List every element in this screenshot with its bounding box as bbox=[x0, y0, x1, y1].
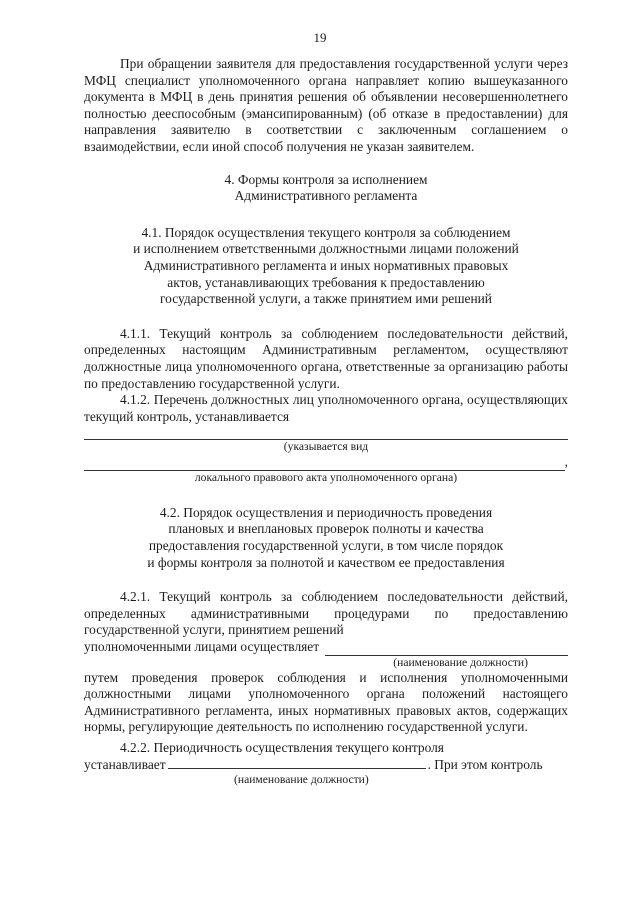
heading-line: 4.2. Порядок осуществления и периодичность проведения bbox=[159, 504, 493, 520]
fill-blank-row bbox=[84, 639, 568, 656]
paragraph-4-2-2-line bbox=[84, 757, 568, 774]
blank-tail: , bbox=[564, 454, 568, 470]
fill-blank-line bbox=[84, 458, 565, 471]
paragraph-4-2-2: 4.2.2. Периодичность осуществления текущего контроля bbox=[120, 740, 444, 755]
section-4-heading-line-1: 4. Формы контроля за исполнением bbox=[224, 171, 428, 187]
heading-line: Административного регламента и иных нормативных правовых bbox=[143, 257, 509, 273]
section-4-heading-line-2: Административного регламента bbox=[234, 188, 418, 204]
section-4-1-heading bbox=[84, 225, 568, 308]
fill-blank-line bbox=[84, 427, 568, 440]
page-number: 19 bbox=[313, 30, 327, 45]
heading-line: и формы контроля за полнотой и качеством ее предоставления bbox=[147, 554, 505, 570]
heading-line: актов, устанавливающих требования к предоставлению bbox=[167, 274, 485, 290]
heading-line: 4.1. Порядок осуществления текущего контроля за соблюдением bbox=[141, 224, 511, 240]
fill-blank-line bbox=[168, 757, 426, 769]
fill-blank-row bbox=[84, 454, 568, 471]
fill-label: уполномоченными лицами осуществляет bbox=[84, 639, 320, 655]
paragraph-4-2-1-continued: путем проведения проверок соблюдения и исполнения уполномоченными должностными лицами уполномоченного органа положений настоящего Административного регламента, иных нормативных правовых актов, содержащих нормы, регулирующие деятельность по исполнению государственной услуги. bbox=[84, 669, 568, 735]
caption-position: (наименование должности) bbox=[393, 655, 528, 669]
paragraph-4-2-1: 4.2.1. Текущий контроль за соблюдением последовательности действий, определенных административными процедурами по предоставлению государственной услуги, принятием решений bbox=[84, 589, 568, 638]
section-4-2-heading bbox=[84, 505, 568, 571]
fill-blank-line bbox=[325, 643, 568, 656]
fill-label: устанавливает bbox=[84, 756, 166, 772]
caption-local-act: локального правового акта уполномоченного органа) bbox=[194, 470, 458, 484]
fill-tail: . При этом контроль bbox=[427, 756, 543, 772]
document-body bbox=[84, 56, 568, 787]
paragraph-intro: При обращении заявителя для предоставления государственной услуги через МФЦ специалист уполномоченного органа направляет копию вышеуказанного документа в МФЦ в день принятия решения об объявлении несовершеннолетнего полностью дееспособным (эмансипированным) (об отказе в предоставлении) для направления заявителю в соответствии с заключенным соглашением о взаимодействии, если иной способ получения не указан заявителем. bbox=[84, 56, 568, 154]
paragraph-4-1-2: 4.1.2. Перечень должностных лиц уполномоченного органа, осуществляющих текущий контроль, устанавливается bbox=[84, 392, 568, 424]
paragraph-4-1-1: 4.1.1. Текущий контроль за соблюдением последовательности действий, определенных настоящим Административным регламентом, осуществляют должностные лица уполномоченного органа, ответственные за организацию работы по предоставлению государственной услуги. bbox=[84, 325, 568, 391]
caption-position-2: (наименование должности) bbox=[234, 773, 369, 787]
heading-line: плановых и внеплановых проверок полноты и качества bbox=[168, 521, 484, 537]
caption-act-type: (указывается вид bbox=[283, 440, 369, 454]
heading-line: государственной услуги, а также принятием ими решений bbox=[160, 291, 492, 307]
heading-line: предоставления государственной услуги, в том числе порядок bbox=[148, 538, 504, 554]
heading-line: и исполнением ответственными должностными лицами положений bbox=[133, 241, 519, 257]
